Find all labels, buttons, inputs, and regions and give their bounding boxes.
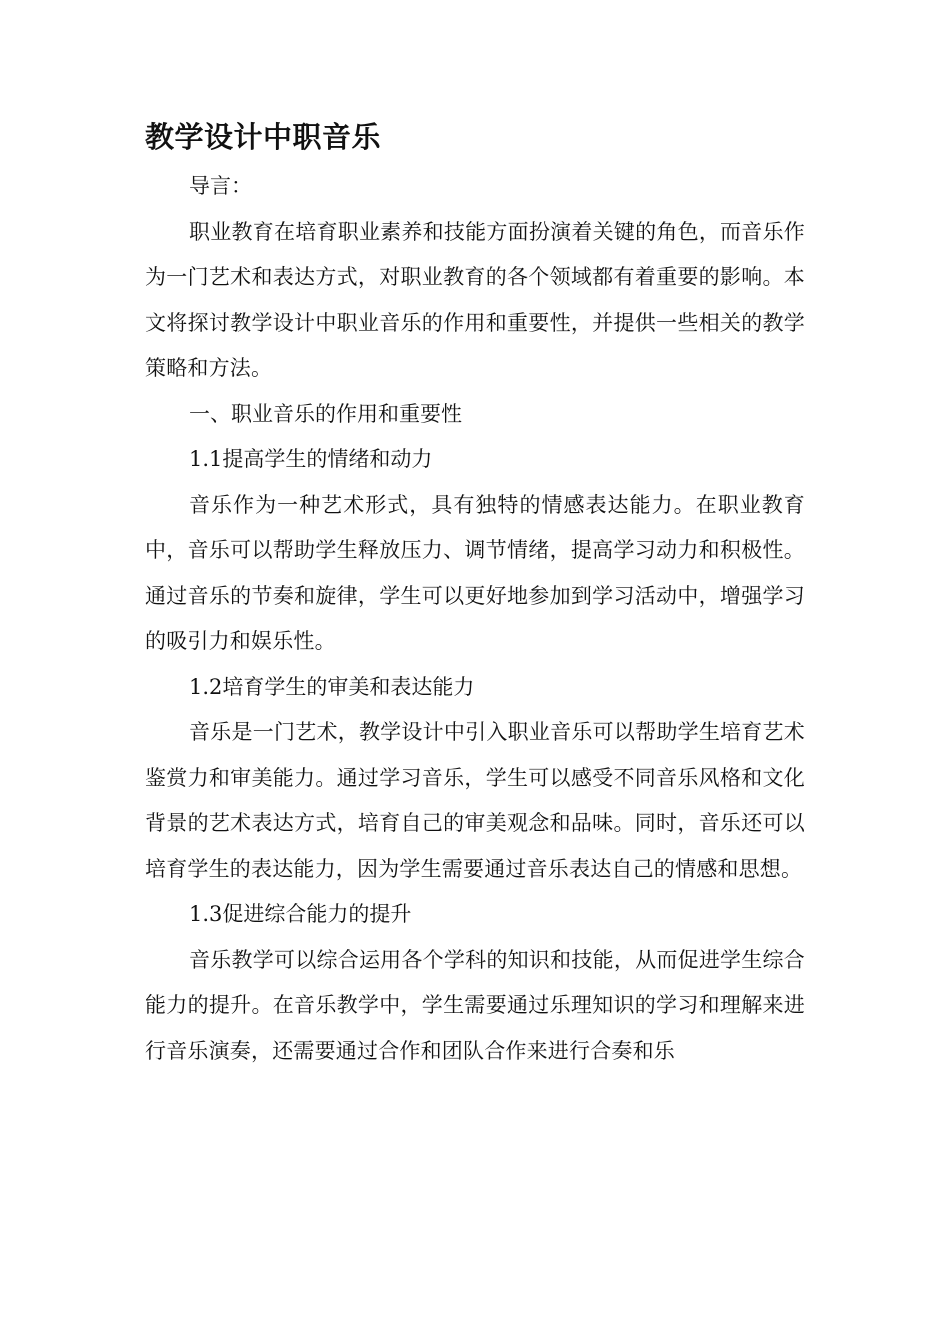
- section-heading-1: 一、职业音乐的作用和重要性: [189, 401, 462, 426]
- paragraph-1-2: 音乐是一门艺术，教学设计中引入职业音乐可以帮助学生培育艺术鉴赏力和审美能力。通过学习音乐，学生可以感受不同音乐风格和文化背景的艺术表达方式，培育自己的审美观念和品味。同时，音乐还可以培育学生的表达能力，因为学生需要通过音乐表达自己的情感和思想。: [145, 720, 805, 881]
- subsection-heading-1-3: 1.3促进综合能力的提升: [189, 902, 412, 926]
- intro-heading: 导言：: [189, 174, 252, 198]
- subsection-heading-1-1: 1.1提高学生的情绪和动力: [189, 447, 433, 471]
- subsection-heading-1-2: 1.2培育学生的审美和表达能力: [189, 674, 475, 699]
- paragraph-1-3: 音乐教学可以综合运用各个学科的知识和技能，从而促进学生综合能力的提升。在音乐教学中，学生需要通过乐理知识的学习和理解来进行音乐演奏，还需要通过合作和团队合作来进行合奏和乐: [145, 947, 805, 1063]
- paragraph-1-1: 音乐作为一种艺术形式，具有独特的情感表达能力。在职业教育中，音乐可以帮助学生释放压力、调节情绪，提高学习动力和积极性。通过音乐的节奏和旋律，学生可以更好地参加到学习活动中，增强学习的吸引力和娱乐性。: [145, 492, 805, 653]
- document-content: [145, 112, 805, 1074]
- document-title: 教学设计中职音乐: [145, 120, 382, 154]
- intro-paragraph: 职业教育在培育职业素养和技能方面扮演着关键的角色，而音乐作为一门艺术和表达方式，对职业教育的各个领域都有着重要的影响。本文将探讨教学设计中职业音乐的作用和重要性，并提供一些相关的教学策略和方法。: [145, 219, 805, 380]
